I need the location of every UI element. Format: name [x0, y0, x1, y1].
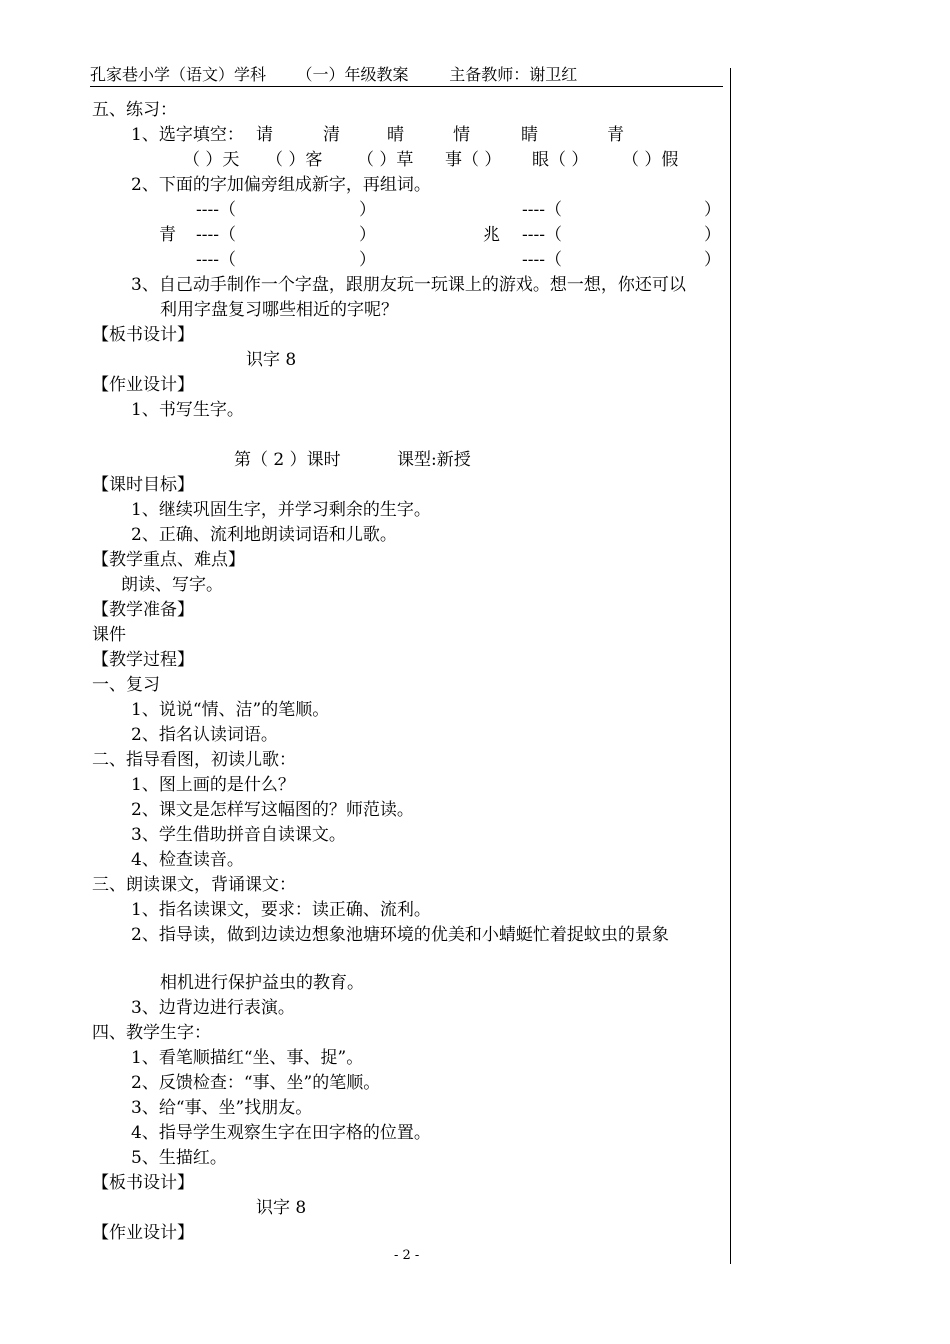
- q2-close: ）: [704, 200, 721, 220]
- q2-dash: ----（: [522, 200, 562, 220]
- q2-dash: ----（: [522, 250, 562, 270]
- goal-item: 1、继续巩固生字，并学习剩余的生字。: [131, 500, 431, 520]
- step-2-title: 二、指导看图，初读儿歌：: [92, 750, 296, 770]
- q2-close: ）: [359, 200, 376, 220]
- keypoints-content: 朗读、写字。: [121, 575, 223, 595]
- q3-line1: 3、自己动手制作一个字盘，跟朋友玩一玩课上的游戏。想一想，你还可以: [131, 275, 686, 295]
- q2-dash: ----（: [196, 250, 236, 270]
- q1-char: 青: [607, 125, 624, 145]
- step-1-title: 一、复习: [92, 675, 160, 695]
- step-item: 1、说说“情、洁”的笔顺。: [131, 700, 330, 720]
- q2-close: ）: [359, 250, 376, 270]
- step-item: 1、图上画的是什么？: [131, 775, 295, 795]
- step-item: 2、课文是怎样写这幅图的？师范读。: [131, 800, 414, 820]
- q1-char: 情: [453, 125, 470, 145]
- homework-item: 1、书写生字。: [131, 400, 244, 420]
- q1-char: 清: [323, 125, 340, 145]
- step-item: 5、生描红。: [131, 1148, 227, 1168]
- step-item: 1、看笔顺描红“坐、事、捉”。: [131, 1048, 364, 1068]
- q1-label: 1、选字填空：: [131, 125, 244, 145]
- board-design-content: 识字 8: [246, 350, 297, 370]
- q2-close: ）: [704, 225, 721, 245]
- q1-char: 请: [256, 125, 273, 145]
- homework-title: 【作业设计】: [92, 375, 194, 395]
- page-number: - 2 -: [394, 1248, 420, 1263]
- lesson-period: 第（ 2 ）课时: [234, 450, 341, 470]
- process-title: 【教学过程】: [92, 650, 194, 670]
- q1-blank: 眼（ ）: [532, 150, 589, 170]
- q3-line2: 利用字盘复习哪些相近的字呢？: [160, 300, 398, 320]
- step-item: 2、指导读，做到边读边想象池塘环境的优美和小蜻蜓忙着捉蚊虫的景象: [131, 925, 669, 945]
- q1-char: 晴: [387, 125, 404, 145]
- step-item: 1、指名读课文，要求：读正确、流利。: [131, 900, 431, 920]
- margin-rule: [730, 68, 731, 1264]
- prep-title: 【教学准备】: [92, 600, 194, 620]
- q1-blank: （ ）客: [266, 150, 323, 170]
- page-header: 孔家巷小学（语文）学科 （一）年级教案 主备教师：谢卫红: [90, 64, 723, 87]
- keypoints-title: 【教学重点、难点】: [92, 550, 245, 570]
- goal-item: 2、正确、流利地朗读词语和儿歌。: [131, 525, 397, 545]
- step-item: 3、给“事、坐”找朋友。: [131, 1098, 313, 1118]
- q1-char: 睛: [521, 125, 538, 145]
- board-design-content: 识字 8: [256, 1198, 307, 1218]
- step-item: 4、检查读音。: [131, 850, 244, 870]
- step-4-title: 四、教学生字：: [92, 1023, 211, 1043]
- goals-title: 【课时目标】: [92, 475, 194, 495]
- q1-blank: （ ）天: [183, 150, 240, 170]
- board-design-title: 【板书设计】: [92, 1173, 194, 1193]
- q2-dash: ----（: [196, 225, 236, 245]
- q2-close: ）: [359, 225, 376, 245]
- q2-dash: ----（: [196, 200, 236, 220]
- q2-close: ）: [704, 250, 721, 270]
- step-item: 4、指导学生观察生字在田字格的位置。: [131, 1123, 431, 1143]
- q1-blank: 事（ ）: [445, 150, 502, 170]
- section-5-title: 五、练习：: [92, 100, 177, 120]
- q2-char-zhao: 兆: [483, 225, 500, 245]
- board-design-title: 【板书设计】: [92, 325, 194, 345]
- step-item: 2、指名认读词语。: [131, 725, 278, 745]
- q1-blank: （ ）假: [622, 150, 679, 170]
- q1-blank: （ ）草: [357, 150, 414, 170]
- lesson-type: 课型:新授: [397, 450, 471, 470]
- q2-text: 2、下面的字加偏旁组成新字，再组词。: [131, 175, 431, 195]
- step-item: 3、学生借助拼音自读课文。: [131, 825, 346, 845]
- step-3-title: 三、朗读课文，背诵课文：: [92, 875, 296, 895]
- homework-title: 【作业设计】: [92, 1223, 194, 1243]
- q2-char-qing: 青: [159, 225, 176, 245]
- step-item: 3、边背边进行表演。: [131, 998, 295, 1018]
- step-item-continuation: 相机进行保护益虫的教育。: [160, 973, 364, 993]
- prep-content: 课件: [92, 625, 126, 645]
- step-item: 2、反馈检查：“事、坐”的笔顺。: [131, 1073, 381, 1093]
- q2-dash: ----（: [522, 225, 562, 245]
